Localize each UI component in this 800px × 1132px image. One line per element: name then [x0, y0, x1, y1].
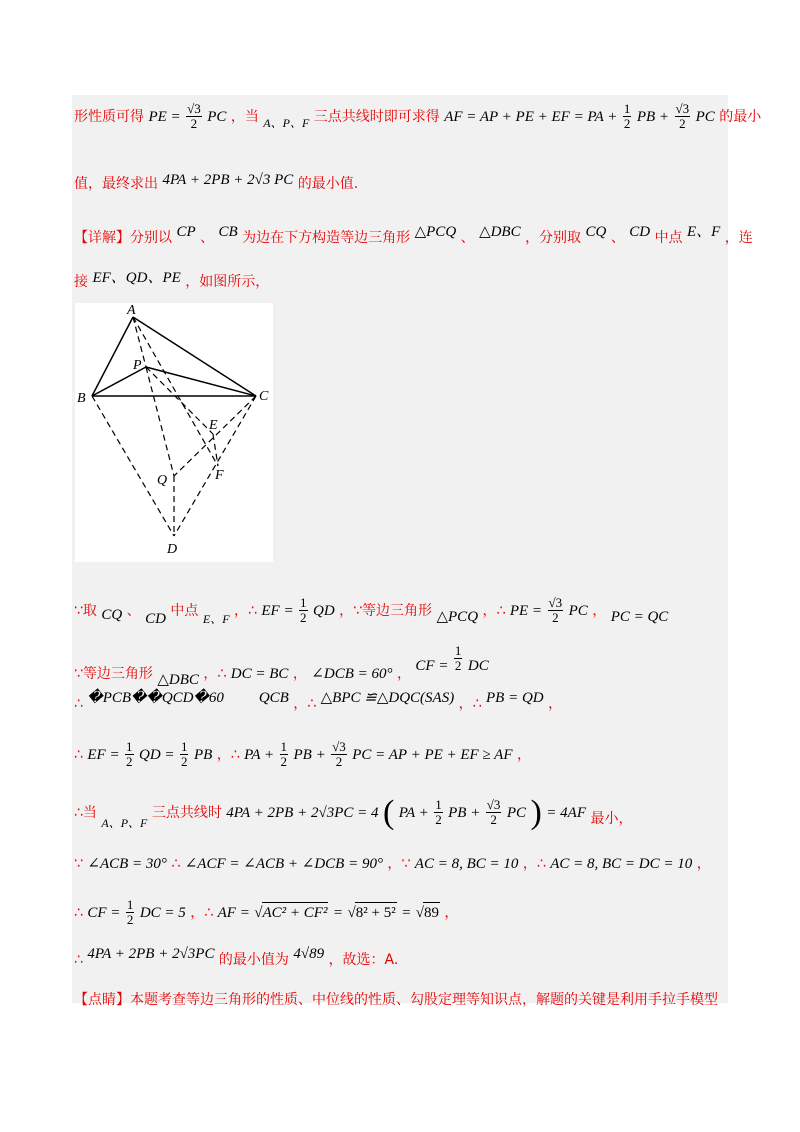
triangle-diagram	[75, 303, 273, 562]
segment-cd	[174, 396, 256, 536]
label-f: F	[215, 468, 224, 483]
sqrt-symbol: √	[415, 904, 424, 921]
segment-af	[133, 317, 218, 466]
comment-line: 【点睛】本题考查等边三角形的性质、中位线的性质、勾股定理等知识点，解题的关键是利用手拉手模型	[74, 992, 718, 1008]
proof-line-8: ∴ 4PA + 2PB + 2√3PC 的最小值为 4√89 ，故选：A.	[74, 946, 399, 968]
label-c: C	[259, 389, 269, 404]
segment-pc	[146, 367, 256, 396]
fraction: $\frac{√3}{2}$	[187, 101, 201, 131]
segment-cq	[174, 396, 256, 476]
detail-line-1: 【详解】分别以 CP 、 CB 为边在下方构造等边三角形 △PCQ 、 △DBC ，分别取 CQ 、 CD 中点 E、F ，连	[74, 224, 753, 246]
proof-line-4: ∴ EF = $\frac{1}{2}$ QD = $\frac{1}{2}$ PB ，∴ PA + $\frac{1}{2}$ PB + $\frac{√3}{2}$ PC = AP + PE + EF ≥ AF ，	[74, 739, 531, 769]
label-p: P	[133, 358, 142, 373]
detail-line-2: 接 EF、QD、PE ，如图所示，	[74, 270, 270, 290]
geometry-figure	[75, 303, 273, 562]
proof-line-7: ∴ CF = $\frac{1}{2}$ DC = 5 ，∴ AF = √AC² + CF² = √8² + 5² = √89 ，	[74, 897, 459, 927]
fraction: $\frac{√3}{2}$	[675, 101, 690, 131]
segment-bd	[92, 396, 174, 536]
sqrt-symbol: √	[347, 904, 356, 921]
label-e: E	[209, 418, 218, 433]
label-q: Q	[157, 473, 168, 488]
fraction: $\frac{1}{2}$	[623, 101, 631, 131]
proof-line-6: ∵ ∠ACB = 30° ∴ ∠ACF = ∠ACB + ∠DCB = 90° ，∵ AC = 8, BC = 10 ，∴ AC = 8, BC = DC = 10 ，	[74, 856, 711, 872]
analysis-line-1: 形性质可得 PE = $\frac{√3}{2}$ PC ，当 A、P、F 三点共线时即可求得 AF = AP + PE + EF = PA + $\frac{1}{2}$ PB + $\frac{√3}{2}$ PC 的最小	[74, 101, 762, 131]
label-d: D	[167, 542, 178, 557]
proof-line-3: ∴ �PCB��QCD�60 QCB ，∴ △BPC ≌△DQC(SAS) ，∴ PB = QD ，	[74, 690, 563, 712]
label-a: A	[127, 303, 136, 318]
segment-pq	[146, 367, 174, 476]
paren-close: )	[530, 793, 542, 831]
proof-line-5: ∴当 A、P、F 三点共线时 4PA + 2PB + 2√3PC = 4 ( PA + $\frac{1}{2}$ PB + $\frac{√3}{2}$ PC ) = 4AF 最小，	[74, 793, 633, 831]
analysis-line-2: 值，最终求出 4PA + 2PB + 2√3 PC 的最小值.	[74, 172, 359, 192]
paren-open: (	[382, 793, 395, 831]
proof-line-2: ∵等边三角形 △DBC ，∴ DC = BC ， ∠DCB = 60° ， CF = $\frac{1}{2}$ DC	[74, 643, 489, 688]
label-b: B	[77, 391, 86, 406]
sqrt-symbol: √	[254, 904, 263, 921]
segment-pe	[146, 367, 213, 434]
proof-line-1: ∵取 CQ 、 CD 中点 E、F ，∴ EF = $\frac{1}{2}$ QD ，∵等边三角形 △PCQ ，∴ PE = $\frac{√3}{2}$ PC ， PC = QC	[74, 595, 669, 627]
segment-ac	[133, 317, 256, 396]
